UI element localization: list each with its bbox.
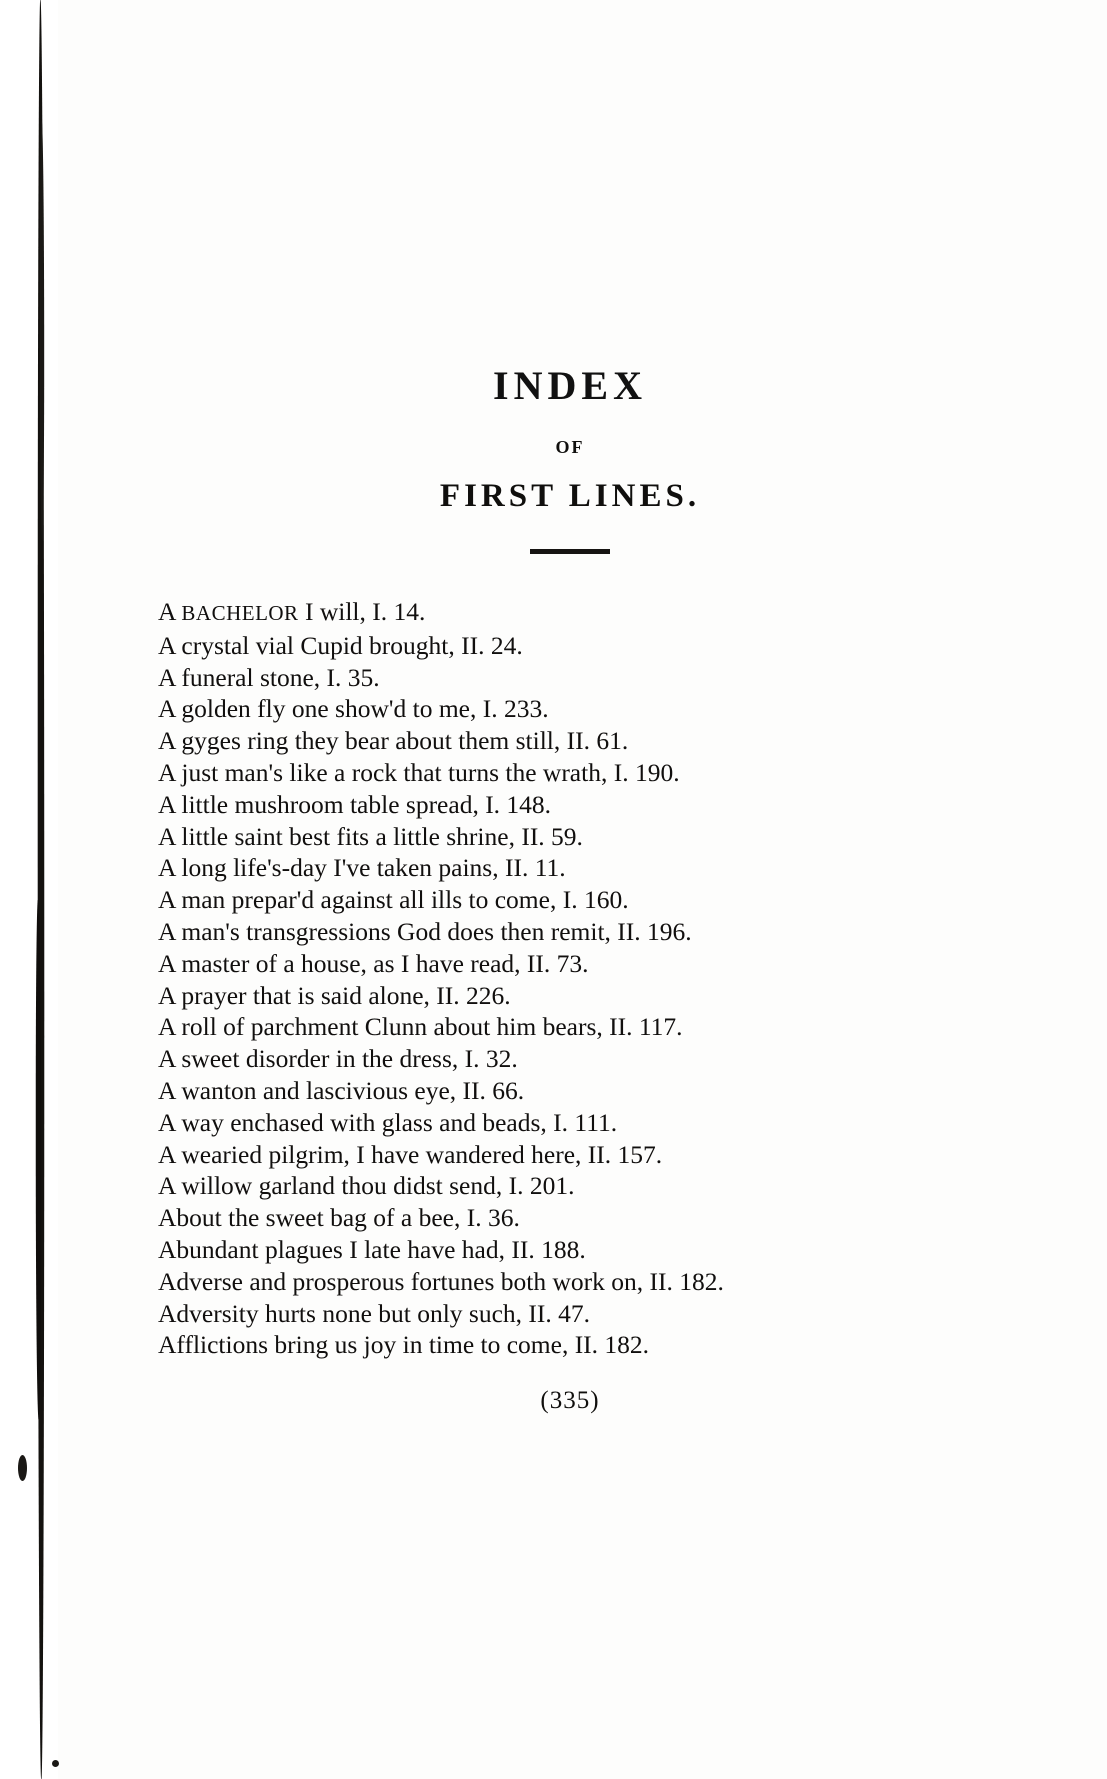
index-entry: A wanton and lascivious eye, II. 66. <box>158 1075 525 1105</box>
index-entry: About the sweet bag of a bee, I. 36. <box>158 1203 520 1233</box>
index-entry: A man's transgressions God does then remit, II. 196. <box>158 916 692 946</box>
title-connector: OF <box>555 437 585 457</box>
index-entry: A prayer that is said alone, II. 226. <box>158 980 511 1010</box>
index-entry: A way enchased with glass and beads, I. 111. <box>158 1107 618 1137</box>
entry-text: I will, I. 14. <box>298 597 426 626</box>
index-entry: Adversity hurts none but only such, II. 47. <box>158 1298 591 1328</box>
index-entry: A wearied pilgrim, I have wandered here, II. 157. <box>158 1139 663 1169</box>
index-entry: A gyges ring they bear about them still, II. 61. <box>158 726 629 756</box>
index-entry: A crystal vial Cupid brought, II. 24. <box>158 630 523 660</box>
index-entry: Afflictions bring us joy in time to come, II. 182. <box>158 1330 650 1360</box>
page-number: (335) <box>540 1387 600 1415</box>
divider-rule <box>530 549 610 554</box>
index-entry: A master of a house, as I have read, II. 73. <box>158 948 589 978</box>
index-entry: A BACHELOR I will, I. 14. <box>158 597 426 626</box>
index-entry-list <box>150 596 990 1361</box>
index-entry: A little mushroom table spread, I. 148. <box>158 789 552 819</box>
index-entry: A roll of parchment Clunn about him bears, II. 117. <box>158 1012 683 1042</box>
index-entry: A golden fly one show'd to me, I. 233. <box>158 694 549 724</box>
scan-speck <box>18 1455 27 1481</box>
index-entry: A just man's like a rock that turns the wrath, I. 190. <box>158 757 680 787</box>
page-subtitle: FIRST LINES. <box>439 478 701 514</box>
page-binding-edge <box>0 0 58 1779</box>
index-entry: A funeral stone, I. 35. <box>158 662 380 692</box>
entry-smallcaps: BACHELOR <box>181 601 299 625</box>
index-entry: A man prepar'd against all ills to come, I. 160. <box>158 885 629 915</box>
scan-speck <box>52 1760 59 1767</box>
index-entry: A willow garland thou didst send, I. 201. <box>158 1171 575 1201</box>
index-entry: Adverse and prosperous fortunes both work on, II. 182. <box>158 1266 724 1296</box>
index-entry: A little saint best fits a little shrine, II. 59. <box>158 821 583 851</box>
index-entry: Abundant plagues I late have had, II. 188. <box>158 1234 586 1264</box>
binding-mark-2 <box>40 120 44 540</box>
page-title: INDEX <box>493 363 647 408</box>
index-entry: A sweet disorder in the dress, I. 32. <box>158 1044 518 1074</box>
index-entry: A long life's-day I've taken pains, II. 11. <box>158 853 566 883</box>
page-content <box>150 0 990 1415</box>
